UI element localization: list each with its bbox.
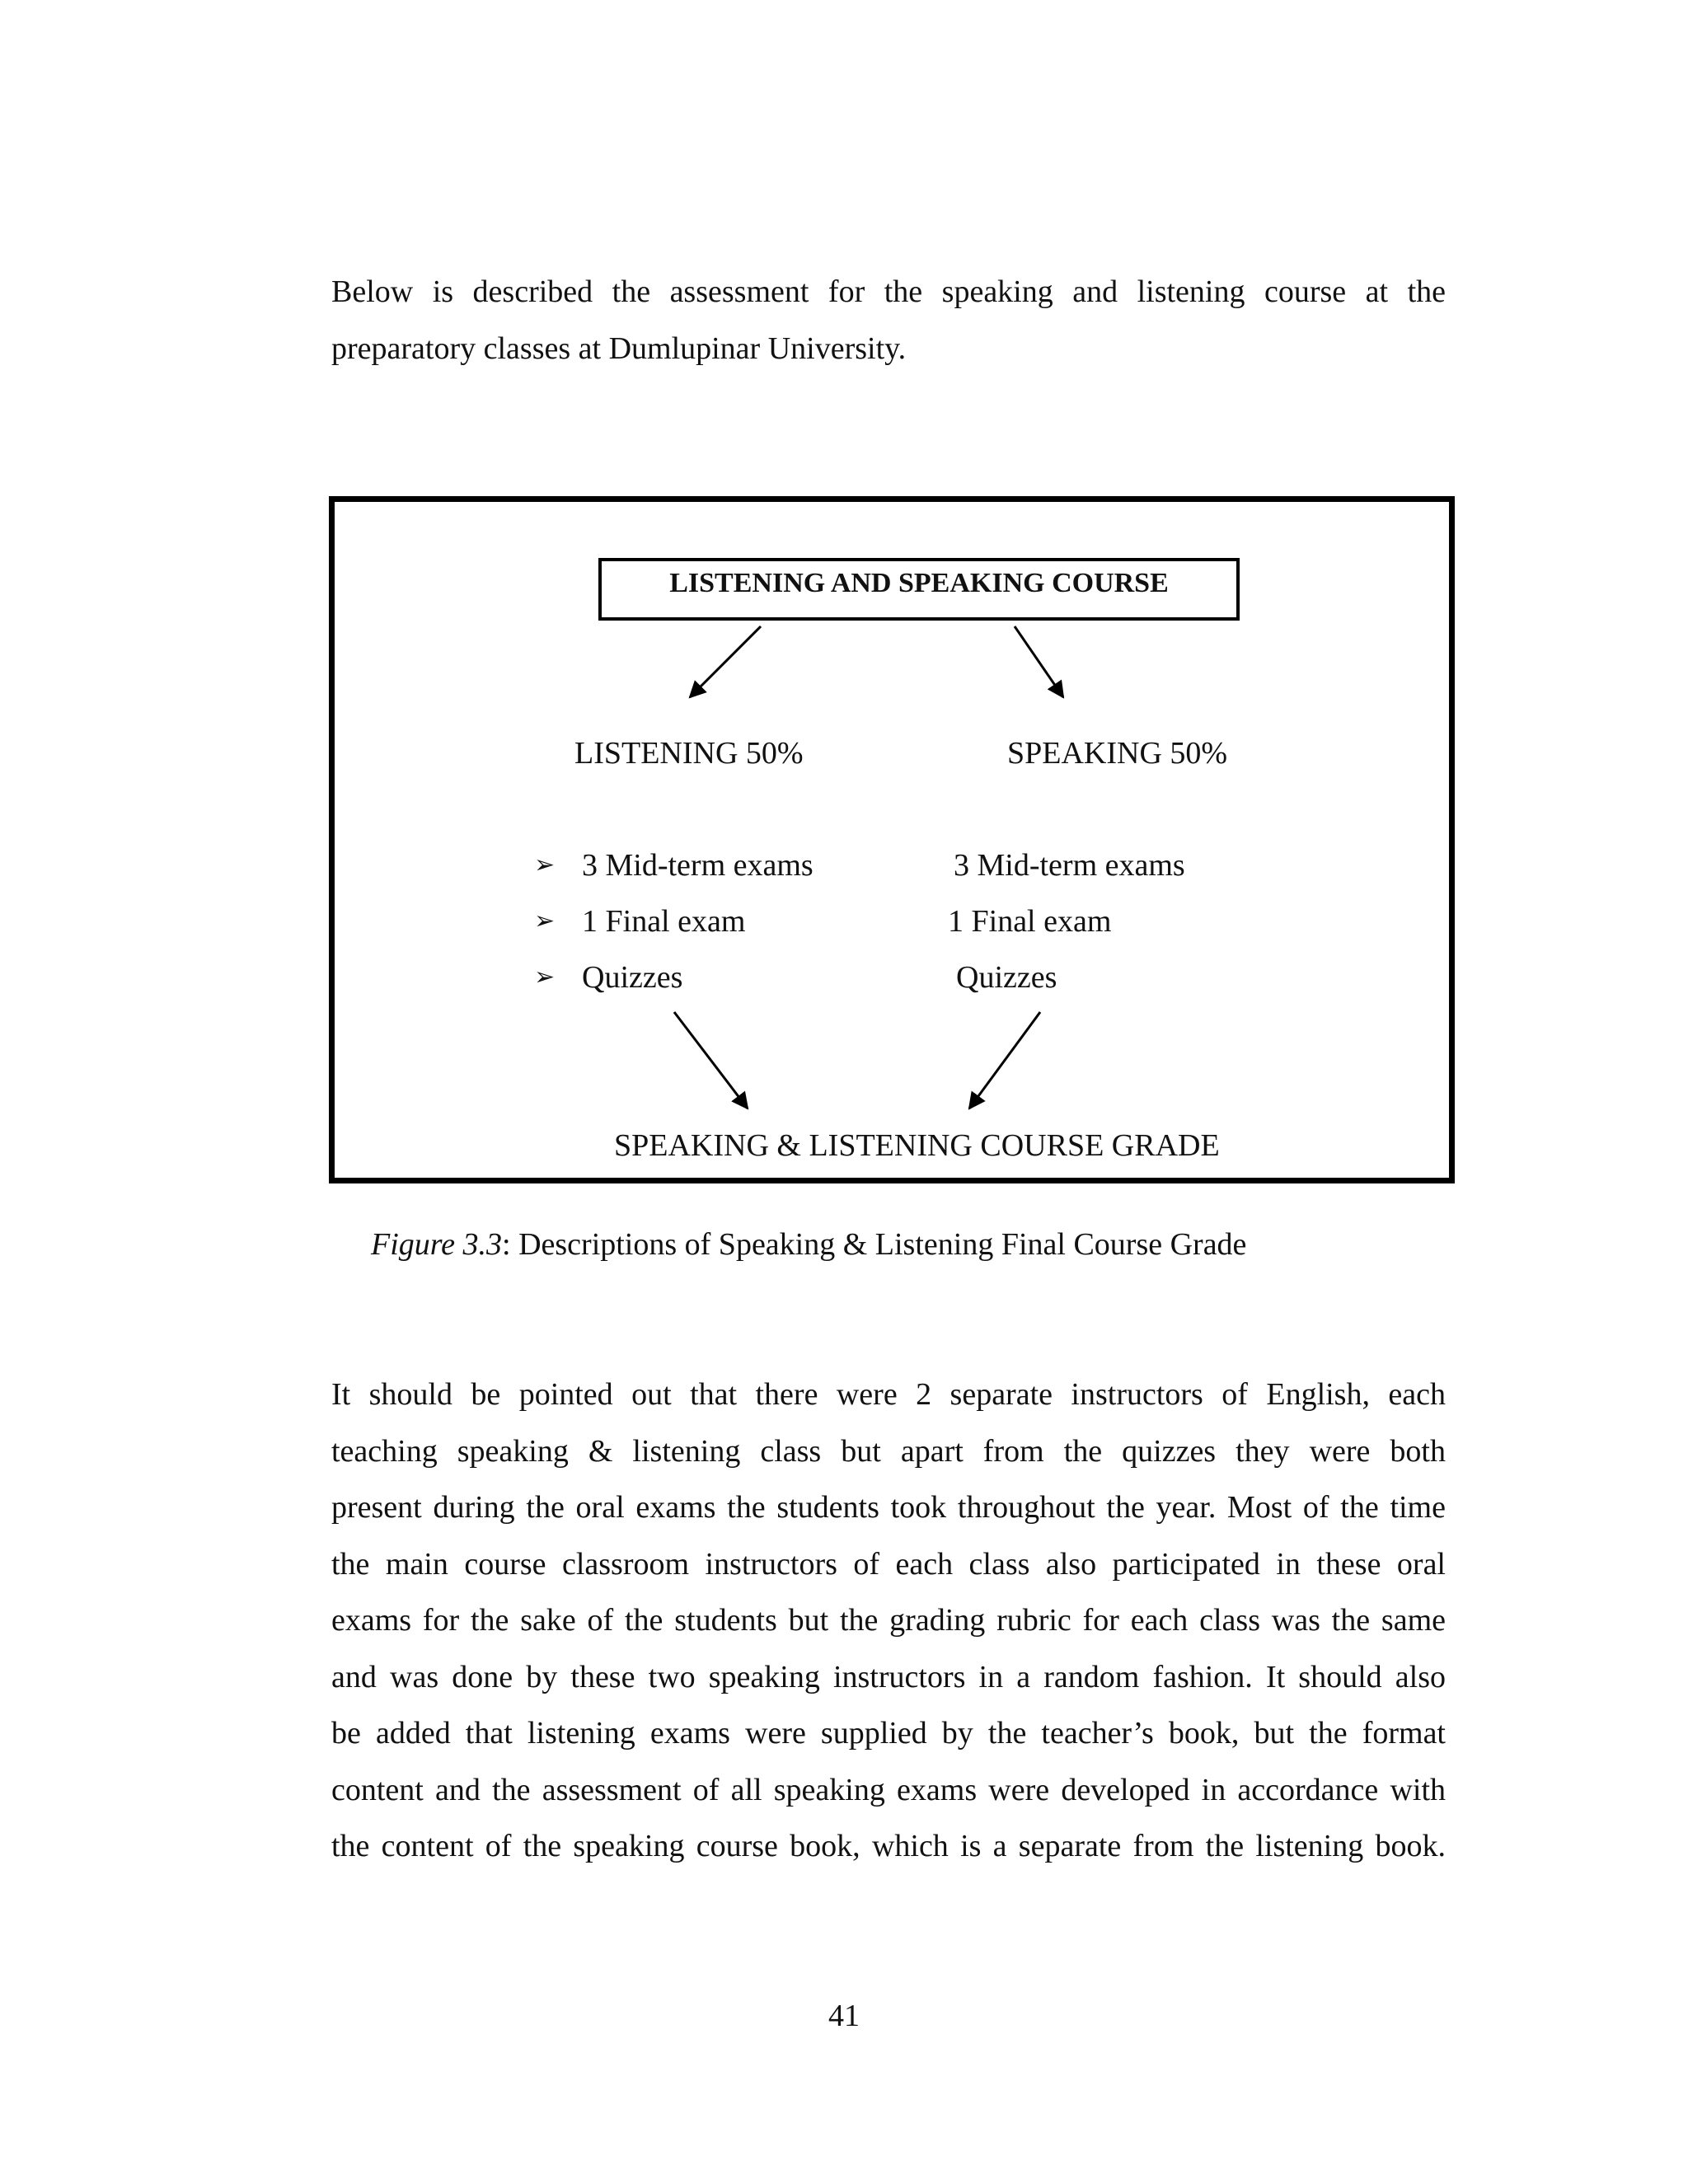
speaking-item: 1 Final exam [948,904,1112,939]
body-line: content and the assessment of all speaking exams were developed in accordance with [331,1772,1446,1807]
speaking-item: 3 Mid-term exams [954,848,1185,883]
body-line: It should be pointed out that there were 2 separate instructors of English, each [331,1377,1446,1412]
listening-item: 3 Mid-term exams [582,848,814,883]
body-line: the main course classroom instructors of each class also participated in these oral [331,1546,1446,1582]
arrow-bullet-icon: ➢ [534,851,556,879]
course-title: LISTENING AND SPEAKING COURSE [669,568,1169,598]
arrow-bullet-icon: ➢ [534,963,556,991]
speaking-heading: SPEAKING 50% [1007,736,1228,771]
final-grade-label: SPEAKING & LISTENING COURSE GRADE [614,1128,1220,1163]
body-line: be added that listening exams were supplied by the teacher’s book, but the format [331,1716,1446,1750]
arrow-bullet-icon: ➢ [534,907,556,935]
body-line: exams for the sake of the students but the grading rubric for each class was the same [331,1603,1446,1638]
caption-label: Figure 3.3 [371,1227,503,1262]
body-line: teaching speaking & listening class but apart from the quizzes they were both [331,1433,1446,1469]
intro-paragraph [331,264,1446,377]
page-number: 41 [828,1999,860,2033]
body-line: and was done by these two speaking instructors in a random fashion. It should also [331,1659,1446,1694]
body-line: the content of the speaking course book, which is a separate from the listening book. [331,1829,1446,1863]
figure-caption [371,1226,1246,1263]
listening-item: 1 Final exam [582,904,746,939]
body-paragraph [331,1366,1446,1875]
listening-item: Quizzes [582,960,683,995]
body-line: present during the oral exams the students took throughout the year. Most of the time [331,1490,1446,1525]
course-title-box [598,558,1240,621]
caption-text: : Descriptions of Speaking & Listening Final Course Grade [502,1227,1247,1262]
listening-heading: LISTENING 50% [574,736,804,771]
intro-line: preparatory classes at Dumlupinar University. [331,330,907,366]
intro-line: Below is described the assessment for the speaking and listening course at the [331,274,1446,309]
speaking-item: Quizzes [956,960,1057,995]
